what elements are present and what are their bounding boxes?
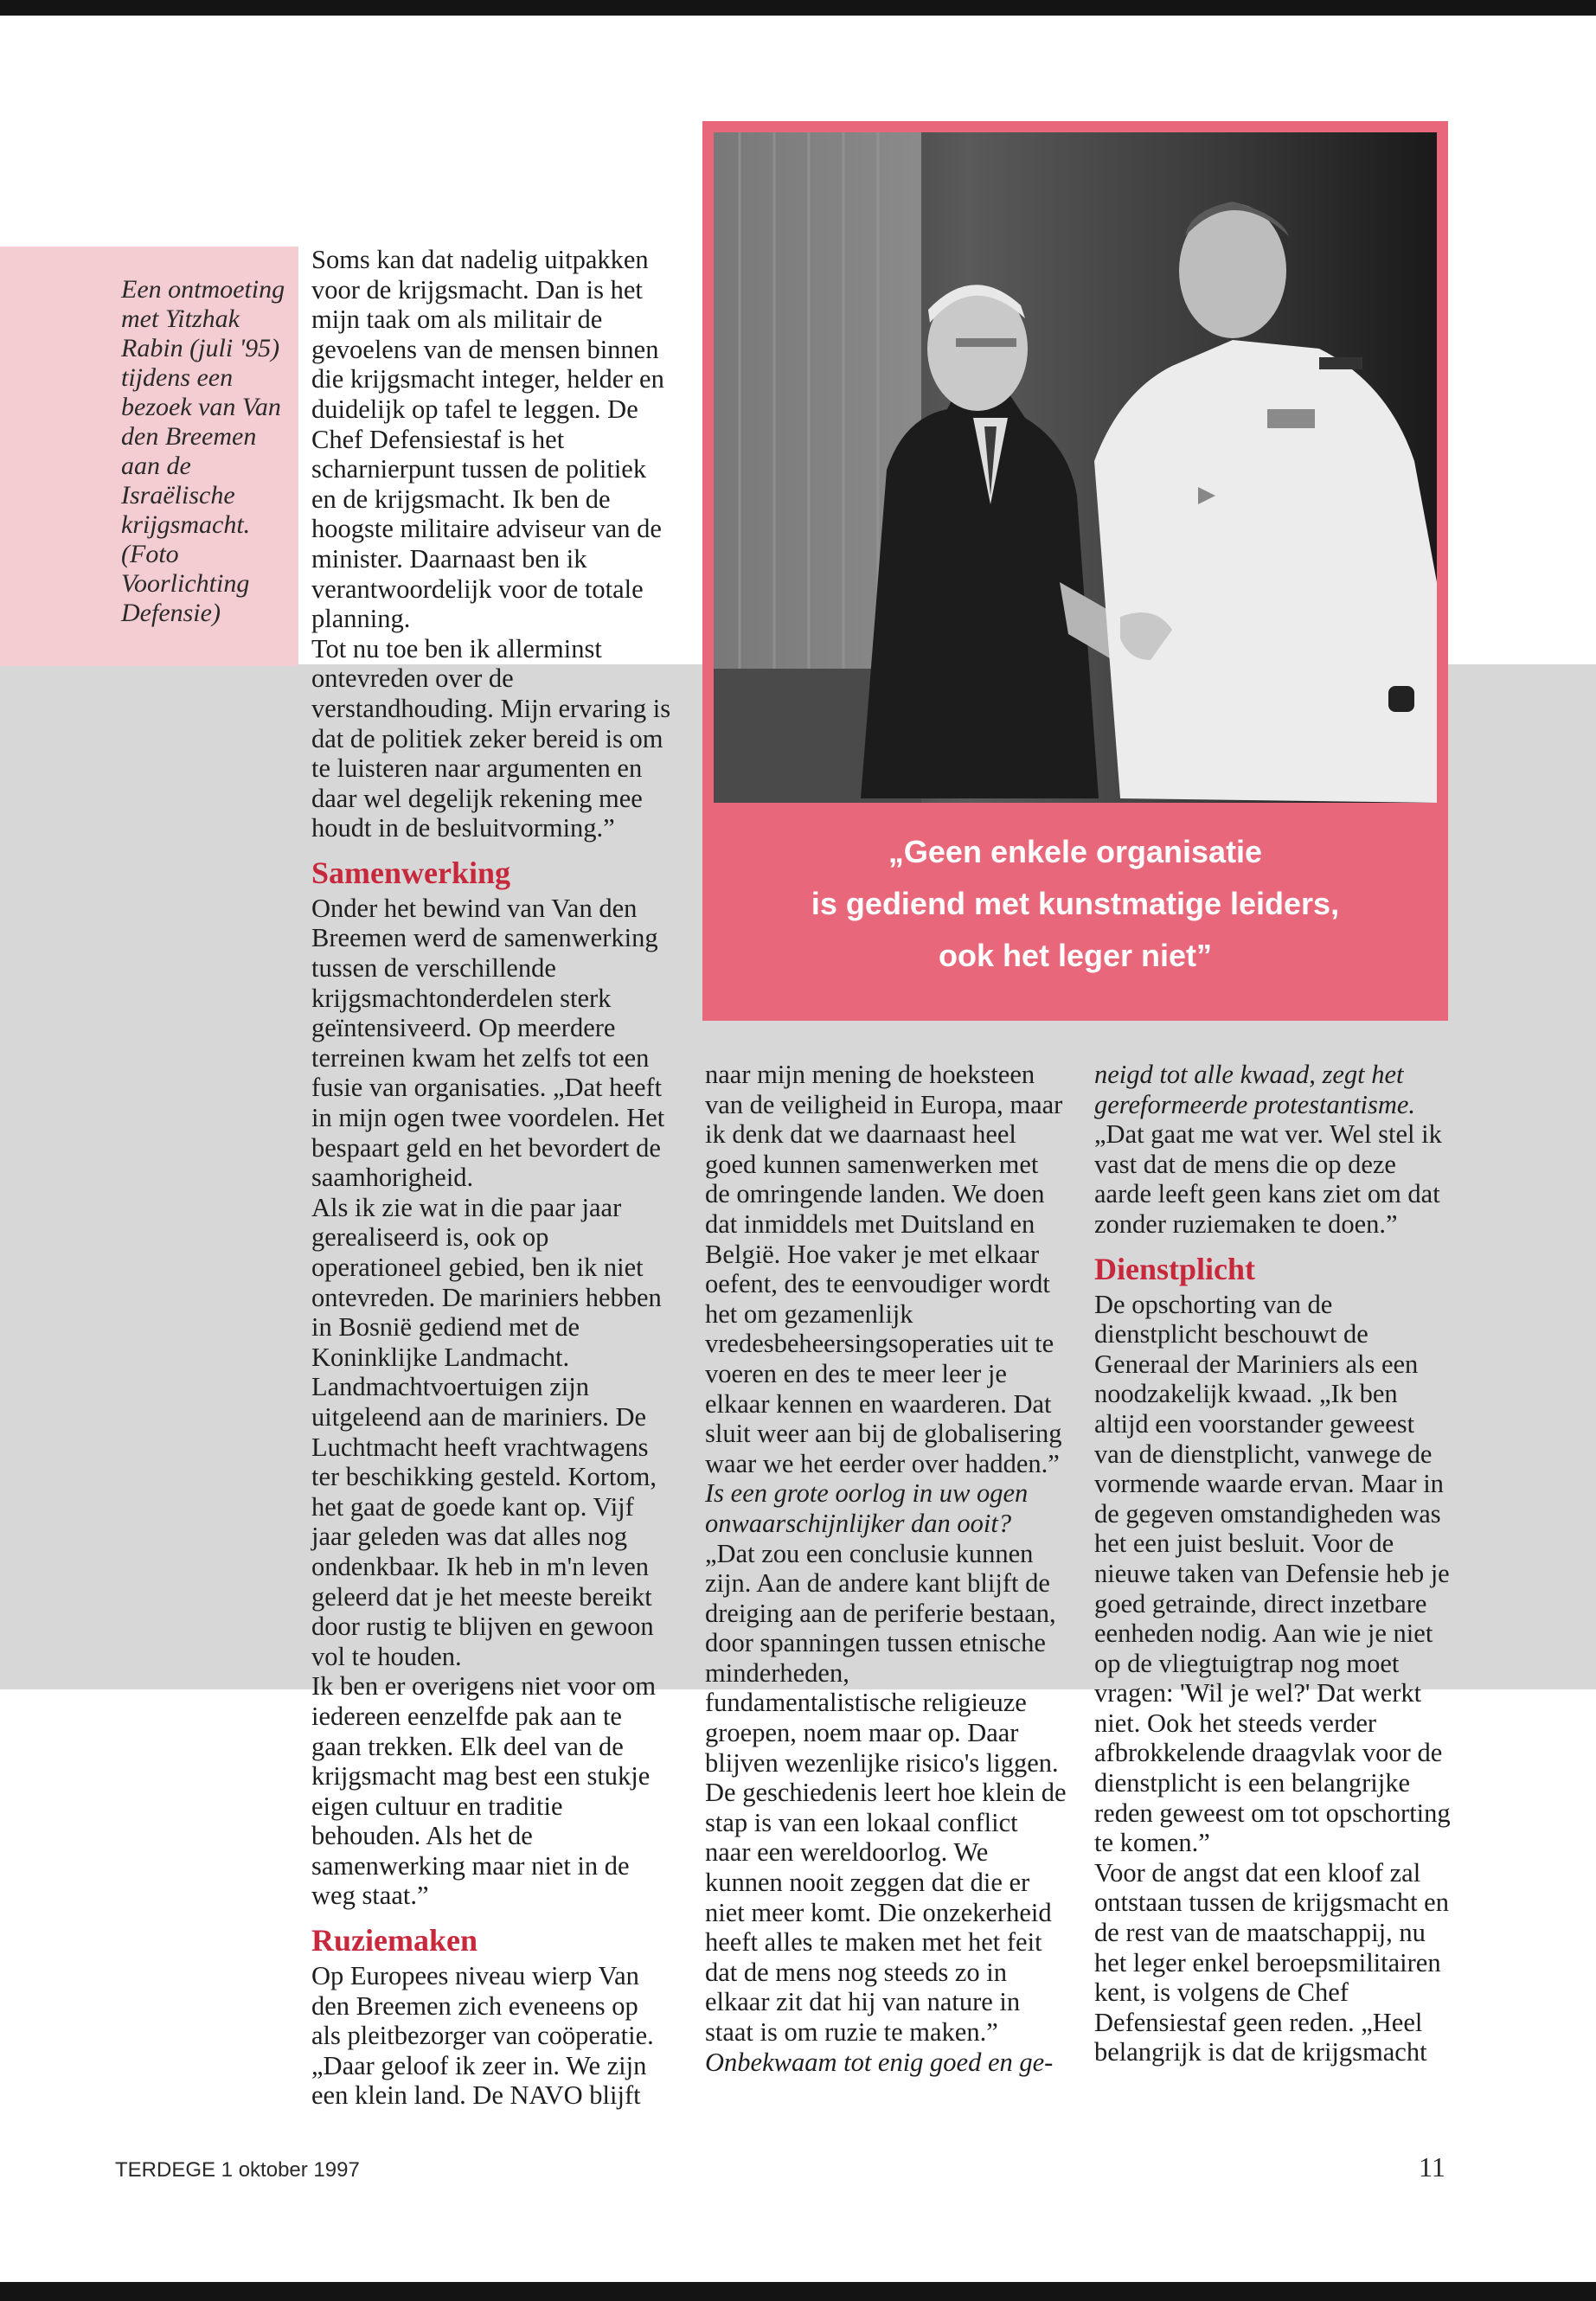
interview-question: Is een grote oorlog in uw ogen onwaarschijnlijker dan ooit?: [705, 1478, 1029, 1538]
article-column-3: [1094, 1060, 1458, 2067]
section-heading-dienstplicht: Dienstplicht: [1094, 1251, 1256, 1286]
pull-quote-line-3: ook het leger niet”: [938, 938, 1213, 973]
bottom-border: [0, 2282, 1596, 2301]
paragraph: Als ik zie wat in die paar jaar gerealiseerd is, ook op operationeel gebied, ben ik niet ontevreden. De mariniers hebben in Bosnië gediend met de Koninklijke Landmacht. Landmachtvoertuigen zijn uitgeleend aan de mariniers. De Luchtmacht heeft vrachtwagens ter beschikking gesteld. Kortom, het gaat de goede kant op. Vijf jaar geleden was dat alles nog ondenkbaar. Ik heb in m'n leven geleerd dat je het meeste bereikt door rustig te blijven en gewoon vol te houden.: [311, 1192, 662, 1671]
photo-icon: [714, 132, 1437, 803]
paragraph: Voor de angst dat een kloof zal ontstaan tussen de krijgsmacht en de rest van de maatschappij, nu het leger enkel beroepsmilitairen kent, is volgens de Chef Defensiestaf geen reden. „Heel belangrijk is dat de krijgsmacht: [1094, 1857, 1449, 2067]
paragraph: Onder het bewind van Van den Breemen werd de samenwerking tussen de verschillende krijgsmachtonderdelen sterk geïntensiveerd. Op meerdere terreinen kwam het zelfs tot een fusie van organisaties. „Dat heeft in mijn ogen twee voordelen. Het bespaart geld en het bevordert de saamhorigheid.: [311, 893, 665, 1193]
interview-question: neigd tot alle kwaad, zegt het gereformeerde protestantisme.: [1094, 1060, 1416, 1119]
publication-footer: TERDEGE 1 oktober 1997: [115, 2158, 360, 2182]
paragraph: Ik ben er overigens niet voor om iedereen eenzelfde pak aan te gaan trekken. Elk deel van de krijgsmacht mag best een stukje eigen cultuur en traditie behouden. Als het de samenwerking maar niet in de weg staat.”: [311, 1671, 657, 1911]
interview-question: Onbekwaam tot enig goed en ge-: [705, 2047, 1054, 2077]
paragraph: „Dat gaat me wat ver. Wel stel ik vast dat de mens die op deze aarde leeft geen kans ziet om dat zonder ruziemaken te doen.”: [1094, 1119, 1442, 1239]
paragraph: De opschorting van de dienstplicht beschouwt de Generaal der Mariniers als een noodzakelijk kwaad. „Ik ben altijd een voorstander geweest van de dienstplicht, vanwege de vormende waarde ervan. Maar in de gegeven omstandigheden was het een juist besluit. Voor de nieuwe taken van Defensie heb je goed getrainde, direct inzetbare eenheden nodig. Aan wie je niet op de vliegtuigtrap nog moet vragen: 'Wil je wel?' Dat werkt niet. Ook het steeds verder afbrokkelende draagvlak voor de dienstplicht is een belangrijke reden geweest om tot opschorting te komen.”: [1094, 1289, 1451, 1858]
paragraph: naar mijn mening de hoeksteen van de veiligheid in Europa, maar ik denk dat we daarnaast heel goed kunnen samenwerken met de omringende landen. We doen dat inmiddels met Duitsland en België. Hoe vaker je met elkaar oefent, des te eenvoudiger wordt het om gezamenlijk vredesbeheersingsoperaties uit te voeren en des te meer leer je elkaar kennen en waarderen. Dat sluit weer aan bij de globalisering waar we het eerder over hadden.”: [705, 1060, 1063, 1478]
top-border: [0, 0, 1596, 16]
pull-quote-line-2: is gediend met kunstmatige leiders,: [811, 886, 1340, 921]
pull-quote-line-1: „Geen enkele organisatie: [888, 834, 1263, 869]
paragraph: Op Europees niveau wierp Van den Breemen zich eveneens op als pleitbezorger van coöperatie. „Daar geloof ik zeer in. We zijn een klein land. De NAVO blijft: [311, 1961, 654, 2111]
article-column-1: [311, 245, 673, 2111]
article-column-2: [705, 1060, 1067, 2077]
page-number: 11: [1419, 2151, 1445, 2182]
photo-rabin-handshake: [714, 132, 1437, 803]
paragraph: Tot nu toe ben ik allerminst ontevreden over de verstandhouding. Mijn ervaring is dat de politiek zeker bereid is om te luisteren naar argumenten en daar wel degelijk rekening mee houdt in de besluitvorming.”: [311, 633, 671, 843]
paragraph: Soms kan dat nadelig uitpakken voor de krijgsmacht. Dan is het mijn taak om als militair de gevoelens van de mensen binnen die krijgsmacht integer, helder en duidelijk op tafel te leggen. De Chef Defensiestaf is het scharnierpunt tussen de politiek en de krijgsmacht. Ik ben de hoogste militaire adviseur van de minister. Daarnaast ben ik verantwoordelijk voor de totale planning.: [311, 245, 664, 634]
section-heading-samenwerking: Samenwerking: [311, 855, 511, 890]
paragraph: „Dat zou een conclusie kunnen zijn. Aan de andere kant blijft de dreiging aan de periferie bestaan, door spanningen tussen etnische minderheden, fundamentalistische religieuze groepen, noem maar op. Daar blijven wezenlijke risico's liggen. De geschiedenis leert hoe klein de stap is van een lokaal conflict naar een wereldoorlog. We kunnen nooit zeggen dat die er niet meer komt. Die onzekerheid heeft alles te maken met het feit dat de mens nog steeds zo in elkaar zit dat hij van nature in staat is om ruzie te maken.”: [705, 1538, 1067, 2047]
photo-caption: Een ontmoeting met Yitzhak Rabin (juli '95) tijdens een bezoek van Van den Breemen aan de Israëlische krijgsmacht. (Foto Voorlichting Defensie): [121, 275, 285, 627]
section-heading-ruziemaken: Ruziemaken: [311, 1923, 478, 1958]
pull-quote: [702, 817, 1448, 1008]
